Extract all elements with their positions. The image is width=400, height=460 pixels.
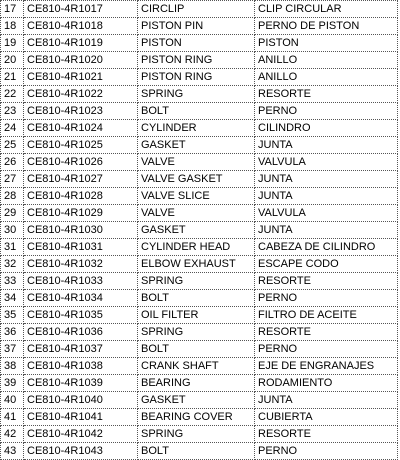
item-number-cell: 37 bbox=[1, 341, 24, 358]
spanish-name-cell: EJE DE ENGRANAJES bbox=[255, 358, 398, 375]
item-number-cell: 29 bbox=[1, 205, 24, 222]
spanish-name-cell: ESCAPE CODO bbox=[255, 256, 398, 273]
part-code-cell: CE810-4R1025 bbox=[24, 137, 138, 154]
part-code-cell: CE810-4R1019 bbox=[24, 35, 138, 52]
part-code-cell: CE810-4R1034 bbox=[24, 290, 138, 307]
spanish-name-cell: ANILLO bbox=[255, 69, 398, 86]
part-code-cell: CE810-4R1026 bbox=[24, 154, 138, 171]
english-name-cell: ELBOW EXHAUST bbox=[138, 256, 255, 273]
part-code-cell: CE810-4R1027 bbox=[24, 171, 138, 188]
english-name-cell: GASKET bbox=[138, 392, 255, 409]
english-name-cell: PISTON bbox=[138, 35, 255, 52]
spanish-name-cell: JUNTA bbox=[255, 171, 398, 188]
table-row bbox=[1, 426, 398, 443]
table-row bbox=[1, 324, 398, 341]
part-code-cell: CE810-4R1020 bbox=[24, 52, 138, 69]
spanish-name-cell: PERNO bbox=[255, 443, 398, 460]
item-number-cell: 40 bbox=[1, 392, 24, 409]
table-row bbox=[1, 409, 398, 426]
table-row bbox=[1, 86, 398, 103]
spanish-name-cell: CUBIERTA bbox=[255, 409, 398, 426]
part-code-cell: CE810-4R1038 bbox=[24, 358, 138, 375]
english-name-cell: VALVE SLICE bbox=[138, 188, 255, 205]
english-name-cell: CIRCLIP bbox=[138, 1, 255, 18]
english-name-cell: PISTON RING bbox=[138, 52, 255, 69]
table-row bbox=[1, 69, 398, 86]
item-number-cell: 31 bbox=[1, 239, 24, 256]
spanish-name-cell: JUNTA bbox=[255, 392, 398, 409]
table-row bbox=[1, 1, 398, 18]
spanish-name-cell: PERNO DE PISTON bbox=[255, 18, 398, 35]
table-row bbox=[1, 256, 398, 273]
table-row bbox=[1, 443, 398, 460]
english-name-cell: CYLINDER bbox=[138, 120, 255, 137]
english-name-cell: GASKET bbox=[138, 137, 255, 154]
item-number-cell: 27 bbox=[1, 171, 24, 188]
table-row bbox=[1, 52, 398, 69]
table-row bbox=[1, 392, 398, 409]
table-row bbox=[1, 239, 398, 256]
english-name-cell: SPRING bbox=[138, 324, 255, 341]
item-number-cell: 26 bbox=[1, 154, 24, 171]
part-code-cell: CE810-4R1018 bbox=[24, 18, 138, 35]
english-name-cell: VALVE bbox=[138, 205, 255, 222]
item-number-cell: 42 bbox=[1, 426, 24, 443]
english-name-cell: BOLT bbox=[138, 341, 255, 358]
part-code-cell: CE810-4R1033 bbox=[24, 273, 138, 290]
english-name-cell: BEARING bbox=[138, 375, 255, 392]
spanish-name-cell: RESORTE bbox=[255, 324, 398, 341]
part-code-cell: CE810-4R1037 bbox=[24, 341, 138, 358]
english-name-cell: PISTON RING bbox=[138, 69, 255, 86]
part-code-cell: CE810-4R1022 bbox=[24, 86, 138, 103]
item-number-cell: 34 bbox=[1, 290, 24, 307]
item-number-cell: 36 bbox=[1, 324, 24, 341]
table-row bbox=[1, 358, 398, 375]
table-row bbox=[1, 307, 398, 324]
table-row bbox=[1, 35, 398, 52]
table-row bbox=[1, 18, 398, 35]
item-number-cell: 28 bbox=[1, 188, 24, 205]
part-code-cell: CE810-4R1042 bbox=[24, 426, 138, 443]
item-number-cell: 18 bbox=[1, 18, 24, 35]
item-number-cell: 20 bbox=[1, 52, 24, 69]
part-code-cell: CE810-4R1021 bbox=[24, 69, 138, 86]
part-code-cell: CE810-4R1040 bbox=[24, 392, 138, 409]
spanish-name-cell: RESORTE bbox=[255, 426, 398, 443]
part-code-cell: CE810-4R1031 bbox=[24, 239, 138, 256]
english-name-cell: GASKET bbox=[138, 222, 255, 239]
part-code-cell: CE810-4R1017 bbox=[24, 1, 138, 18]
spanish-name-cell: CILINDRO bbox=[255, 120, 398, 137]
english-name-cell: SPRING bbox=[138, 426, 255, 443]
spanish-name-cell: JUNTA bbox=[255, 137, 398, 154]
item-number-cell: 32 bbox=[1, 256, 24, 273]
table-row bbox=[1, 171, 398, 188]
spanish-name-cell: CABEZA DE CILINDRO bbox=[255, 239, 398, 256]
item-number-cell: 23 bbox=[1, 103, 24, 120]
spanish-name-cell: PERNO bbox=[255, 290, 398, 307]
table-row bbox=[1, 290, 398, 307]
item-number-cell: 22 bbox=[1, 86, 24, 103]
spanish-name-cell: VALVULA bbox=[255, 205, 398, 222]
item-number-cell: 43 bbox=[1, 443, 24, 460]
english-name-cell: SPRING bbox=[138, 273, 255, 290]
english-name-cell: SPRING bbox=[138, 86, 255, 103]
spanish-name-cell: FILTRO DE ACEITE bbox=[255, 307, 398, 324]
item-number-cell: 39 bbox=[1, 375, 24, 392]
english-name-cell: PISTON PIN bbox=[138, 18, 255, 35]
parts-table-body bbox=[1, 1, 398, 460]
item-number-cell: 19 bbox=[1, 35, 24, 52]
item-number-cell: 41 bbox=[1, 409, 24, 426]
table-row bbox=[1, 120, 398, 137]
part-code-cell: CE810-4R1032 bbox=[24, 256, 138, 273]
english-name-cell: VALVE GASKET bbox=[138, 171, 255, 188]
table-row bbox=[1, 273, 398, 290]
table-row bbox=[1, 154, 398, 171]
part-code-cell: CE810-4R1041 bbox=[24, 409, 138, 426]
table-row bbox=[1, 205, 398, 222]
table-row bbox=[1, 103, 398, 120]
english-name-cell: CRANK SHAFT bbox=[138, 358, 255, 375]
english-name-cell: CYLINDER HEAD bbox=[138, 239, 255, 256]
item-number-cell: 21 bbox=[1, 69, 24, 86]
table-row bbox=[1, 341, 398, 358]
spanish-name-cell: RESORTE bbox=[255, 86, 398, 103]
part-code-cell: CE810-4R1039 bbox=[24, 375, 138, 392]
spanish-name-cell: JUNTA bbox=[255, 188, 398, 205]
table-row bbox=[1, 188, 398, 205]
spanish-name-cell: RESORTE bbox=[255, 273, 398, 290]
english-name-cell: VALVE bbox=[138, 154, 255, 171]
part-code-cell: CE810-4R1043 bbox=[24, 443, 138, 460]
item-number-cell: 33 bbox=[1, 273, 24, 290]
spanish-name-cell: PERNO bbox=[255, 341, 398, 358]
table-row bbox=[1, 222, 398, 239]
item-number-cell: 30 bbox=[1, 222, 24, 239]
spanish-name-cell: VALVULA bbox=[255, 154, 398, 171]
part-code-cell: CE810-4R1028 bbox=[24, 188, 138, 205]
spanish-name-cell: ANILLO bbox=[255, 52, 398, 69]
spanish-name-cell: PERNO bbox=[255, 103, 398, 120]
english-name-cell: BOLT bbox=[138, 443, 255, 460]
part-code-cell: CE810-4R1023 bbox=[24, 103, 138, 120]
english-name-cell: OIL FILTER bbox=[138, 307, 255, 324]
spanish-name-cell: RODAMIENTO bbox=[255, 375, 398, 392]
english-name-cell: BOLT bbox=[138, 290, 255, 307]
part-code-cell: CE810-4R1030 bbox=[24, 222, 138, 239]
part-code-cell: CE810-4R1036 bbox=[24, 324, 138, 341]
english-name-cell: BEARING COVER bbox=[138, 409, 255, 426]
part-code-cell: CE810-4R1035 bbox=[24, 307, 138, 324]
table-row bbox=[1, 137, 398, 154]
item-number-cell: 24 bbox=[1, 120, 24, 137]
spanish-name-cell: CLIP CIRCULAR bbox=[255, 1, 398, 18]
item-number-cell: 35 bbox=[1, 307, 24, 324]
item-number-cell: 17 bbox=[1, 1, 24, 18]
spanish-name-cell: PISTON bbox=[255, 35, 398, 52]
spanish-name-cell: JUNTA bbox=[255, 222, 398, 239]
english-name-cell: BOLT bbox=[138, 103, 255, 120]
item-number-cell: 25 bbox=[1, 137, 24, 154]
item-number-cell: 38 bbox=[1, 358, 24, 375]
part-code-cell: CE810-4R1024 bbox=[24, 120, 138, 137]
table-row bbox=[1, 375, 398, 392]
part-code-cell: CE810-4R1029 bbox=[24, 205, 138, 222]
